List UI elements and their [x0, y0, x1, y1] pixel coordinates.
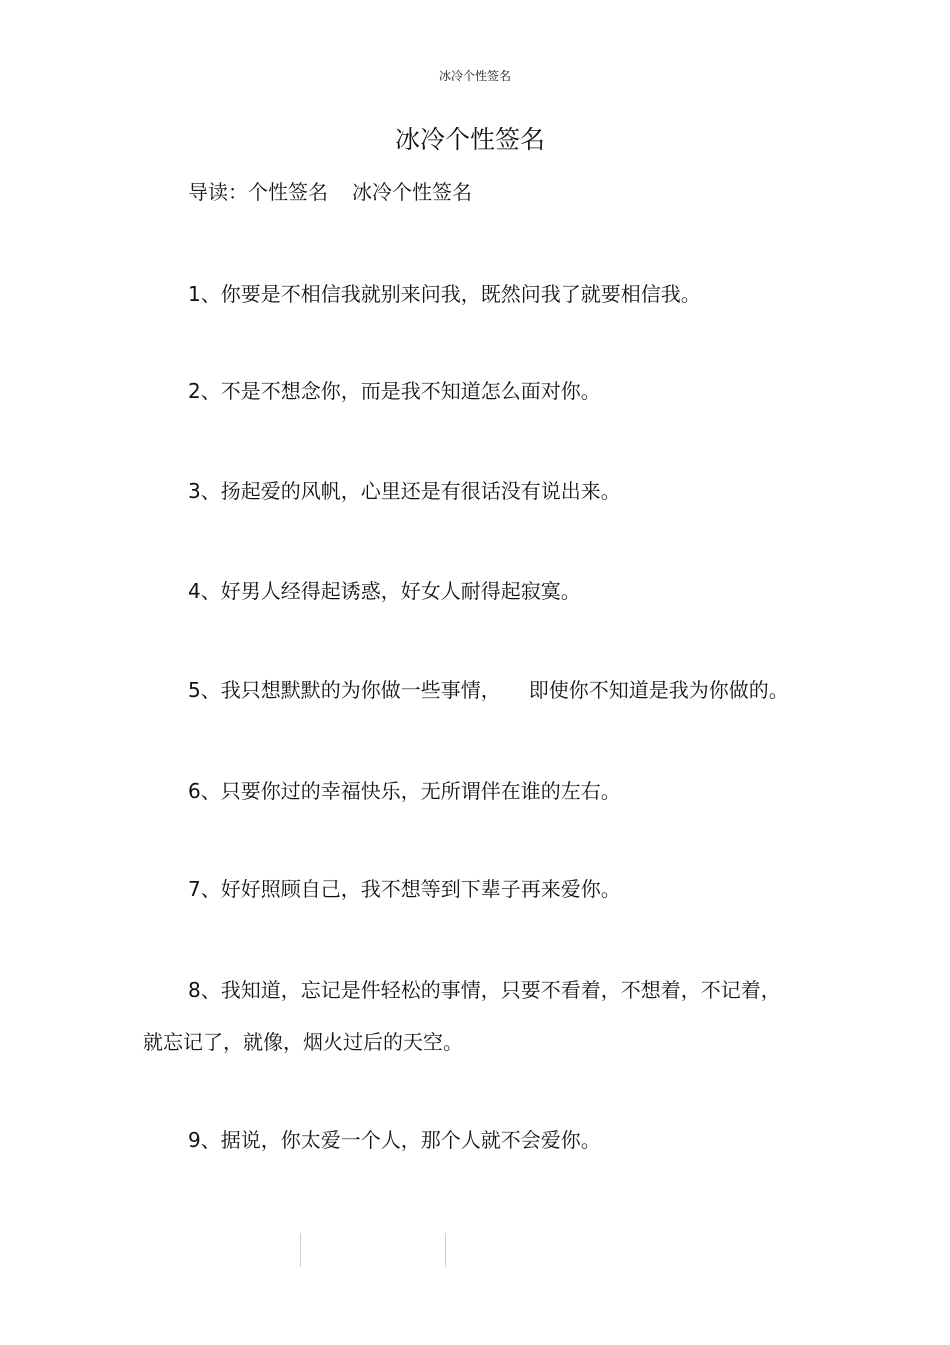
footer-divider-left	[300, 1233, 301, 1267]
document-title: 冰冷个性签名	[394, 125, 545, 154]
signature-item-7: 7、好好照顾自己，我不想等到下辈子再来爱你。	[188, 877, 621, 901]
signature-item-2: 2、不是不想念你，而是我不知道怎么面对你。	[188, 379, 601, 403]
signature-item-5-part-2: 即使你不知道是我为你做的。	[528, 678, 789, 702]
footer-divider-right	[445, 1233, 446, 1267]
signature-item-6: 6、只要你过的幸福快乐，无所谓伴在谁的左右。	[188, 779, 621, 803]
intro-part-2: 冰冷个性签名	[352, 180, 472, 204]
intro-line	[188, 178, 472, 206]
intro-part-1: 个性签名	[248, 180, 328, 204]
signature-item-4: 4、好男人经得起诱惑，好女人耐得起寂寞。	[188, 579, 581, 603]
signature-item-8: 8、我知道，忘记是件轻松的事情，只要不看着，不想着，不记着，就忘记了，就像，烟火过后的天空。	[143, 978, 781, 1054]
signature-item-1: 1、你要是不相信我就别来问我，既然问我了就要相信我。	[188, 282, 701, 306]
signature-item-5	[143, 664, 789, 716]
signature-item-3: 3、扬起爱的风帆，心里还是有很话没有说出来。	[188, 479, 621, 503]
running-header: 冰冷个性签名	[438, 69, 511, 83]
signature-item-5-part-1: 5、我只想默默的为你做一些事情，	[188, 678, 501, 702]
intro-label: 导读：	[188, 180, 248, 204]
signature-item-9: 9、据说，你太爱一个人，那个人就不会爱你。	[188, 1128, 601, 1152]
